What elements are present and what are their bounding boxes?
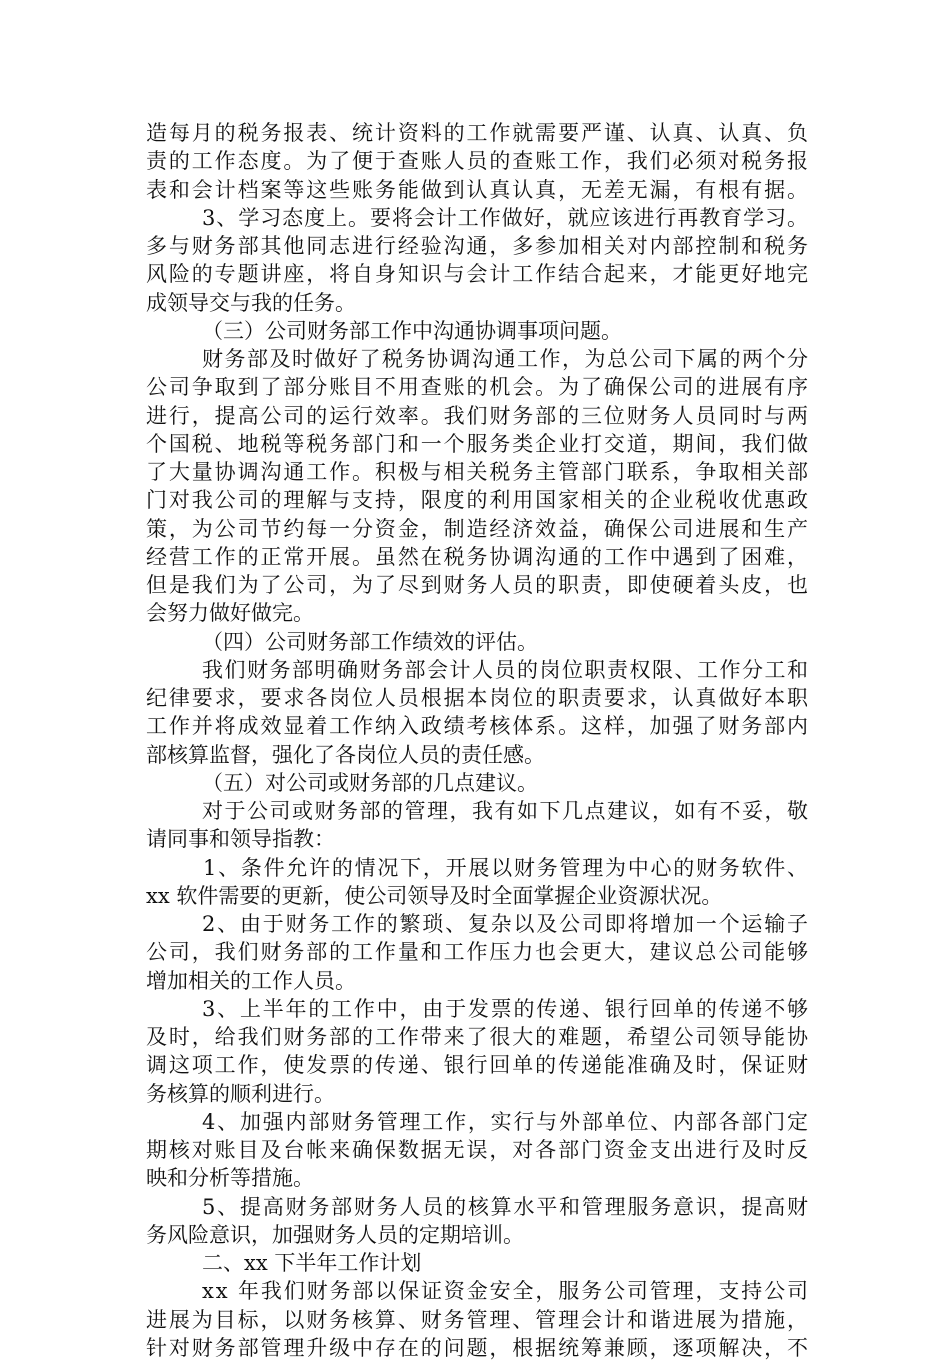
list-item-line — [0, 1108, 950, 1136]
list-item-line — [0, 854, 950, 882]
text-run: 调这项工作，使发票的传递、银行回单的传递能准确及时，保证财 — [146, 1053, 810, 1078]
text-line — [0, 1277, 950, 1305]
text-line — [0, 486, 950, 514]
section-heading — [0, 628, 950, 656]
text-line — [0, 938, 950, 966]
text-run: 对于公司或财务部的管理，我有如下几点建议，如有不妥，敬 — [202, 799, 810, 823]
text-line — [0, 402, 950, 430]
text-run: 务核算的顺利进行。 — [146, 1081, 335, 1106]
text-line — [0, 1136, 950, 1164]
text-line — [0, 1080, 950, 1108]
text-run: 请同事和领导指教： — [146, 827, 335, 852]
text-run: 门对我公司的理解与支持，限度的利用国家相关的企业税收优惠政 — [146, 488, 810, 513]
text-run: （四）公司财务部工作绩效的评估。 — [202, 629, 538, 654]
text-line — [0, 967, 950, 995]
text-line — [0, 373, 950, 401]
text-run: 进展为目标，以财务核算、财务管理、管理会计和谐进展为措施， — [146, 1307, 810, 1332]
text-line — [0, 684, 950, 712]
text-line — [0, 458, 950, 486]
text-run: 风险的专题讲座，将自身知识与会计工作结合起来，才能更好地完 — [146, 262, 810, 287]
text-line — [0, 712, 950, 740]
list-item-line — [0, 1193, 950, 1221]
text-run: 映和分析等措施。 — [146, 1166, 314, 1191]
section-heading — [0, 769, 950, 797]
text-run: 期核对账目及台帐来确保数据无误，对各部门资金支出进行及时反 — [146, 1138, 810, 1162]
text-run: 及时，给我们财务部的工作带来了很大的难题，希望公司领导能协 — [146, 1025, 810, 1049]
text-run: 增加相关的工作人员。 — [146, 968, 356, 993]
text-run: 5、提高财务部财务人员的核算水平和管理服务意识，提高财 — [202, 1194, 810, 1219]
text-line — [0, 1051, 950, 1079]
text-run: 公司，我们财务部的工作量和工作压力也会更大，建议总公司能够 — [146, 940, 810, 965]
text-run: 经营工作的正常开展。虽然在税务协调沟通的工作中遇到了困难， — [146, 544, 810, 569]
text-line — [0, 430, 950, 458]
text-line — [0, 599, 950, 627]
section-heading — [0, 1249, 950, 1277]
text-run: xx 年我们财务部以保证资金安全，服务公司管理，支持公司 — [202, 1279, 810, 1304]
text-run: 责的工作态度。为了便于查账人员的查账工作，我们必须对税务报 — [146, 149, 810, 174]
text-line — [0, 345, 950, 373]
text-line — [0, 1334, 950, 1362]
text-line — [0, 147, 950, 175]
text-run: 公司争取到了部分账目不用查账的机会。为了确保公司的进展有序 — [146, 375, 810, 400]
text-line — [0, 741, 950, 769]
text-run: 策，为公司节约每一分资金，制造经济效益，确保公司进展和生产 — [146, 516, 810, 541]
text-run: 3、上半年的工作中，由于发票的传递、银行回单的传递不够 — [202, 996, 810, 1021]
text-line — [0, 176, 950, 204]
text-run: 个国税、地税等税务部门和一个服务类企业打交道，期间，我们做 — [146, 431, 810, 456]
text-run: 二、xx 下半年工作计划 — [202, 1251, 422, 1275]
text-run: 会努力做好做完。 — [146, 601, 314, 626]
text-run: 成领导交与我的任务。 — [146, 290, 356, 315]
text-line — [0, 289, 950, 317]
text-run: 了大量协调沟通工作。积极与相关税务主管部门联系，争取相关部 — [146, 460, 810, 484]
text-run: （三）公司财务部工作中沟通协调事项问题。 — [202, 318, 622, 343]
text-run: xx 软件需要的更新，使公司领导及时全面掌握企业资源状况。 — [146, 883, 723, 908]
text-line — [0, 1306, 950, 1334]
text-run: 工作并将成效显着工作纳入政绩考核体系。这样，加强了财务部内 — [146, 714, 810, 739]
text-run: 4、加强内部财务管理工作，实行与外部单位、内部各部门定 — [202, 1109, 810, 1134]
list-item-line — [0, 910, 950, 938]
text-run: 2、由于财务工作的繁琐、复杂以及公司即将增加一个运输子 — [202, 912, 810, 936]
text-line — [0, 543, 950, 571]
text-run: （五）对公司或财务部的几点建议。 — [202, 770, 538, 795]
section-heading — [0, 317, 950, 345]
document-body — [0, 119, 950, 1362]
text-line — [0, 260, 950, 288]
text-run: 但是我们为了公司，为了尽到财务人员的职责，即使硬着头皮，也 — [146, 573, 810, 597]
text-line — [0, 119, 950, 147]
list-item-line — [0, 995, 950, 1023]
text-run: 财务部及时做好了税务协调沟通工作，为总公司下属的两个分 — [202, 347, 810, 371]
text-run: 1、条件允许的情况下，开展以财务管理为中心的财务软件、 — [203, 855, 810, 880]
text-run: 部核算监督，强化了各岗位人员的责任感。 — [146, 742, 545, 767]
text-line — [0, 571, 950, 599]
text-line — [0, 1221, 950, 1249]
text-run: 3、学习态度上。要将会计工作做好，就应该进行再教育学习。 — [202, 205, 809, 230]
text-line — [0, 1023, 950, 1051]
text-line — [0, 515, 950, 543]
text-line — [0, 797, 950, 825]
text-line — [0, 1164, 950, 1192]
text-line — [0, 656, 950, 684]
text-run: 纪律要求，要求各岗位人员根据本岗位的职责要求，认真做好本职 — [146, 686, 810, 710]
text-line — [0, 204, 950, 232]
text-run: 表和会计档案等这些账务能做到认真认真，无差无漏，有根有据。 — [146, 177, 810, 202]
text-line — [0, 232, 950, 260]
text-run: 造每月的税务报表、统计资料的工作就需要严谨、认真、认真、负 — [146, 121, 810, 145]
text-run: 我们财务部明确财务部会计人员的岗位职责权限、工作分工和 — [202, 657, 810, 682]
text-run: 多与财务部其他同志进行经验沟通，多参加相关对内部控制和税务 — [146, 234, 810, 258]
text-line — [0, 825, 950, 853]
text-run: 务风险意识，加强财务人员的定期培训。 — [146, 1222, 524, 1247]
text-run: 针对财务部管理升级中存在的问题，根据统筹兼顾，逐项解决，不 — [146, 1335, 810, 1360]
text-line — [0, 882, 950, 910]
text-run: 进行，提高公司的运行效率。我们财务部的三位财务人员同时与两 — [146, 403, 810, 428]
